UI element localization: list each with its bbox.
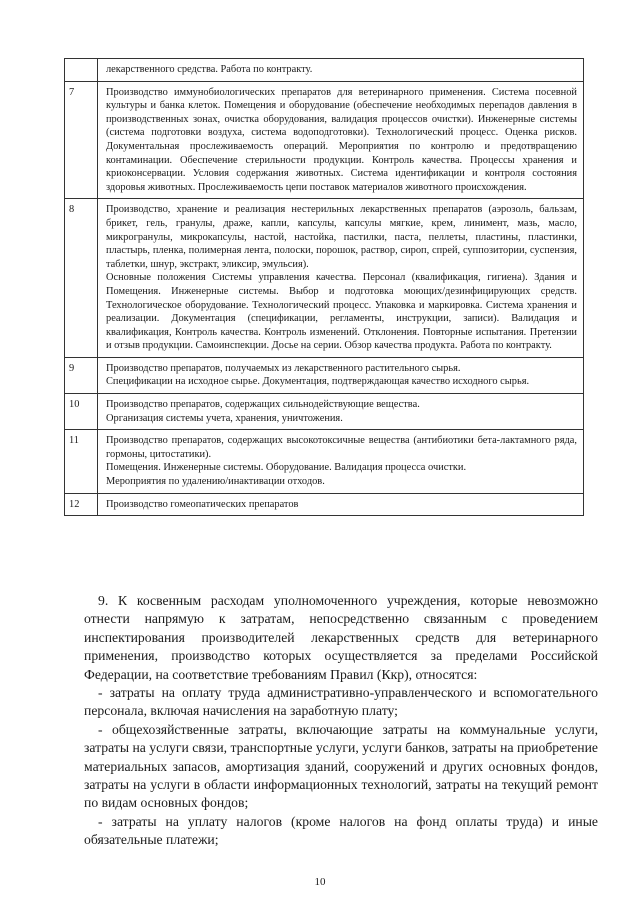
row-paragraph: Производство, хранение и реализация нестерильных лекарственных препаратов (аэрозоль, бальзам, брикет, гель, гранулы, драже, капли, капсулы, капсулы мягкие, крем, линимент, мазь, масло, микрогранулы, микрокапсулы, настой, настойка, пастилки, паста, пеллеты, пластины, пластинки, пластырь, пленка, полимерная лента, полоски, порошок, раствор, сироп, спрей, суппозитории, суспензия, таблетки, шнур, экстракт, эликсир, эмульсия). (106, 204, 577, 270)
row-paragraph: Помещения. Инженерные системы. Оборудование. Валидация процесса очистки. (106, 462, 467, 474)
list-item-labor-costs: - затраты на оплату труда административно-управленческого и вспомогательного персонала, включая начисления на заработную плату; (84, 685, 598, 719)
list-item-taxes: - затраты на уплату налогов (кроме налогов на фонд оплаты труда) и иные обязательные платежи; (84, 813, 598, 848)
row-description (98, 81, 584, 199)
row-paragraph: Организация системы учета, хранения, уничтожения. (106, 412, 343, 424)
row-paragraph: Основные положения Системы управления качества. Персонал (квалификация, гигиена). Здания и Помещения. Инженерные системы. Выбор и подготовка моющих/дезинфицирующих средств. Технологическое оборудование. Технологический процесс. Упаковка и маркировка. Система хранения и реализации. Документация (спецификации, регламенты, инструкции, записи). Валидация и квалификация, Контроль качества. Контроль изменений. Отклонения. Повторные испытания. Претензии и отзыв продукции. Самоинспекции. Досье на серии. Обзор качества продукта. Работа по контракту. (106, 272, 577, 352)
table-row (65, 81, 584, 199)
row-number: 8 (65, 199, 98, 358)
table-row (65, 199, 584, 358)
row-description (98, 59, 584, 82)
table-row (65, 493, 584, 516)
row-description (98, 199, 584, 358)
row-description (98, 357, 584, 393)
row-paragraph: Производство гомеопатических препаратов (106, 498, 299, 510)
table-row (65, 59, 584, 82)
row-description (98, 430, 584, 493)
body-text (84, 592, 598, 850)
table-row (65, 357, 584, 393)
row-paragraph: Производство иммунобиологических препаратов для ветеринарного применения. Система посевной культуры и банка клеток. Помещения и оборудование (обеспечение необходимых перепадов давления в производственных зонах, очистка оборудования, валидация процессов очистки). Инженерные системы (система подготовки воздуха, система водоподготовки). Технологический процесс. Оценка рисков. Документальная прослеживаемость операций. Мероприятия по контролю и предотвращению контаминации. Обеспечение стерильности продукции. Контроль качества. Процессы хранения и криоконсервации. Условия содержания животных. Система идентификации и контроля состояния здоровья животных. Прослеживаемость цепи поставок материалов животного происхождения. (106, 86, 577, 193)
row-paragraph: Мероприятия по удалению/инактивации отходов. (106, 476, 325, 488)
row-number: 7 (65, 81, 98, 199)
table-body (65, 59, 584, 516)
row-paragraph: Производство препаратов, содержащих сильнодействующие вещества. (106, 399, 420, 411)
row-paragraph: Производство препаратов, получаемых из лекарственного растительного сырья. (106, 362, 461, 374)
table-row (65, 394, 584, 430)
page-number: 10 (314, 876, 326, 888)
table-row (65, 430, 584, 493)
row-paragraph: Производство препаратов, содержащих высокотоксичные вещества (антибиотики бета-лактамного ряда, гормоны, цитостатики). (106, 435, 577, 460)
row-number: 9 (65, 357, 98, 393)
row-number: 12 (65, 493, 98, 516)
inspection-types-table (64, 58, 584, 516)
row-number (65, 59, 98, 82)
list-item-general-costs: - общехозяйственные затраты, включающие затраты на коммунальные услуги, затраты на услуги связи, транспортные услуги, услуги банков, затраты на приобретение материальных запасов, амортизация зданий, сооружений и других основных фондов, затраты на услуги в области информационных технологий, затраты на текущий ремонт по видам основных фондов; (84, 721, 598, 811)
paragraph-9: 9. К косвенным расходам уполномоченного учреждения, которые невозможно отнести напрямую к затратам, непосредственно связанным с проведением инспектирования производителей лекарственных средств для ветеринарного применения, производство которых осуществляется за пределами Российской Федерации, на соответствие требованиям Правил (Ккр), относятся: (84, 593, 598, 682)
row-paragraph: Спецификации на исходное сырье. Документация, подтверждающая качество исходного сырья. (106, 376, 530, 388)
row-paragraph: лекарственного средства. Работа по контракту. (106, 64, 313, 75)
row-description (98, 493, 584, 516)
row-number: 10 (65, 394, 98, 430)
row-number: 11 (65, 430, 98, 493)
row-description (98, 394, 584, 430)
